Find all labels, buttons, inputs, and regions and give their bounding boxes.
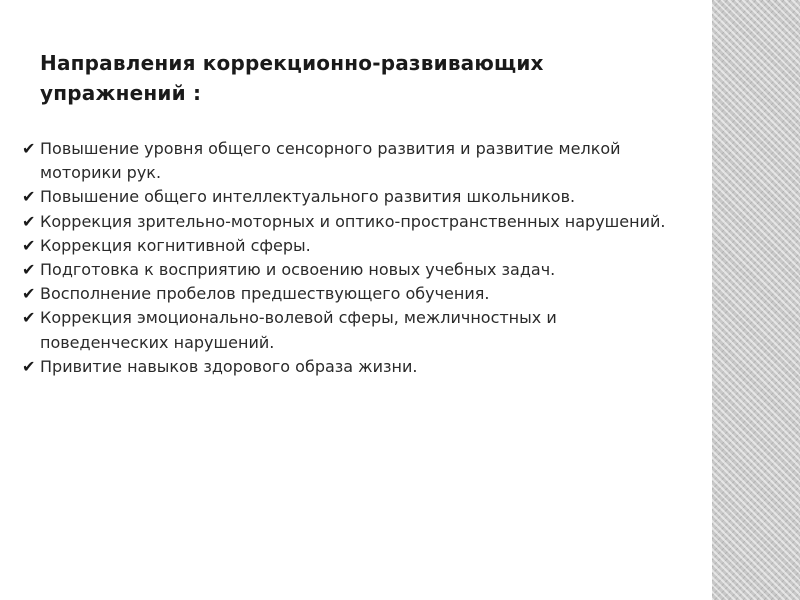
checkmark-icon: ✔ xyxy=(22,284,36,304)
list-item xyxy=(22,355,682,379)
list-item xyxy=(22,306,682,354)
bullet-list xyxy=(22,137,682,379)
list-item xyxy=(22,282,682,306)
list-item-text: Восполнение пробелов предшествующего обучения. xyxy=(40,284,490,304)
list-item xyxy=(22,258,682,282)
decorative-side-strip xyxy=(712,0,800,600)
slide-title: Направления коррекционно-развивающих упражнений : xyxy=(40,51,544,105)
list-item-text: Коррекция эмоционально-волевой сферы, межличностных и поведенческих нарушений. xyxy=(40,308,557,352)
checkmark-icon: ✔ xyxy=(22,356,36,376)
list-item-text: Привитие навыков здорового образа жизни. xyxy=(40,356,418,376)
checkmark-icon: ✔ xyxy=(22,211,36,231)
list-item xyxy=(22,137,682,185)
checkmark-icon: ✔ xyxy=(22,187,36,207)
checkmark-icon: ✔ xyxy=(22,235,36,255)
list-item-text: Подготовка к восприятию и освоению новых учебных задач. xyxy=(40,260,556,280)
checkmark-icon: ✔ xyxy=(22,308,36,328)
list-item-text: Повышение общего интеллектуального развития школьников. xyxy=(40,187,576,207)
list-item xyxy=(22,234,682,258)
checkmark-icon: ✔ xyxy=(22,260,36,280)
list-item xyxy=(22,185,682,209)
list-item xyxy=(22,210,682,234)
checkmark-icon: ✔ xyxy=(22,139,36,158)
list-item-text: Коррекция когнитивной сферы. xyxy=(40,235,311,255)
list-item-text: Коррекция зрительно-моторных и оптико-пространственных нарушений. xyxy=(40,211,666,231)
list-item-text: Повышение уровня общего сенсорного развития и развитие мелкой моторики рук. xyxy=(40,139,621,183)
